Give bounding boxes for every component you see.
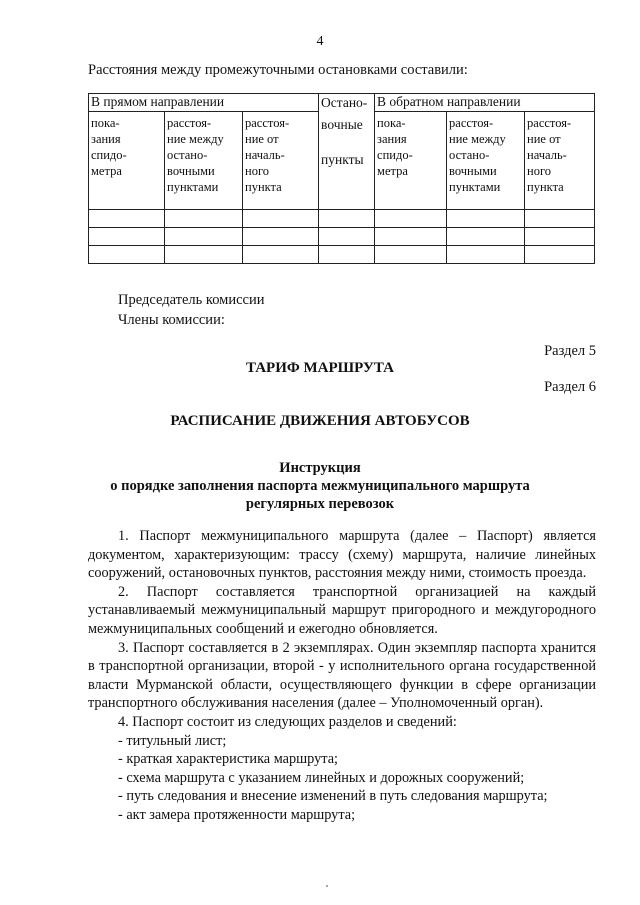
list-item: - титульный лист;	[118, 732, 227, 749]
reverse-odometer-header: пока- зания спидо- метра	[375, 112, 447, 210]
chairman-signature: Председатель комиссии	[118, 292, 265, 308]
table-cell	[243, 210, 319, 228]
list-item: - акт замера протяженности маршрута;	[118, 806, 356, 823]
forward-from-start-header: расстоя- ние от началь- ного пункта	[243, 112, 319, 210]
table-cell	[165, 210, 243, 228]
table-cell	[375, 228, 447, 246]
list-item: - схема маршрута с указанием линейных и дорожных сооружений;	[118, 769, 525, 786]
table-cell	[375, 210, 447, 228]
table-header-row	[89, 94, 595, 112]
section6-label: Раздел 6	[544, 379, 596, 395]
section6-title: РАСПИСАНИЕ ДВИЖЕНИЯ АВТОБУСОВ	[170, 413, 470, 429]
instruction-subtitle: о порядке заполнения паспорта межмуниципального маршрута	[110, 478, 530, 494]
distances-table	[88, 93, 595, 264]
paragraph-4: 4. Паспорт состоит из следующих разделов и сведений:	[118, 713, 457, 730]
stops-header	[319, 94, 375, 210]
paragraph-3: 3. Паспорт составляется в 2 экземплярах. Один экземпляр паспорта хранится в транспортной организации, второй - у исполнительного органа государственной власти Мурманской области, осуществляющего функции в сфере организации транспортного обслуживания населения (далее – Уполномоченный орган).	[88, 639, 596, 712]
forward-direction-header: В прямом направлении	[89, 94, 319, 112]
table-cell	[165, 228, 243, 246]
table-row	[89, 210, 595, 228]
table-cell	[89, 210, 165, 228]
reverse-between-stops-header: расстоя- ние между остано- вочными пунктами	[447, 112, 525, 210]
table-cell	[89, 246, 165, 264]
table-cell	[525, 246, 595, 264]
table-cell	[319, 228, 375, 246]
instruction-body	[88, 527, 596, 825]
table-cell	[447, 210, 525, 228]
table-cell	[89, 228, 165, 246]
list-item: - краткая характеристика маршрута;	[118, 751, 339, 768]
forward-between-stops-header: расстоя- ние между остано- вочными пунктами	[165, 112, 243, 210]
stops-header-line1: Остано-	[321, 95, 368, 110]
reverse-direction-header: В обратном направлении	[375, 94, 595, 112]
section5-label: Раздел 5	[544, 343, 596, 359]
page-number: 4	[316, 34, 324, 49]
members-signature: Члены комиссии:	[118, 312, 225, 328]
table-cell	[447, 228, 525, 246]
stops-header-line2: вочные	[321, 117, 363, 132]
table-cell	[525, 210, 595, 228]
forward-odometer-header: пока- зания спидо- метра	[89, 112, 165, 210]
table-cell	[243, 228, 319, 246]
scan-speck	[326, 885, 328, 887]
section5-title: ТАРИФ МАРШРУТА	[245, 360, 395, 376]
table-cell	[319, 246, 375, 264]
reverse-from-start-header: расстоя- ние от началь- ного пункта	[525, 112, 595, 210]
table-cell	[319, 210, 375, 228]
table-cell	[243, 246, 319, 264]
instruction-title: Инструкция	[279, 460, 361, 476]
list-item: - путь следования и внесение изменений в путь следования маршрута;	[118, 788, 548, 805]
table-cell	[375, 246, 447, 264]
distances-intro: Расстояния между промежуточными остановками составили:	[88, 62, 468, 78]
table-row	[89, 246, 595, 264]
instruction-subtitle-2: регулярных перевозок	[245, 496, 395, 512]
table-cell	[447, 246, 525, 264]
paragraph-2: 2. Паспорт составляется транспортной организацией на каждый устанавливаемый межмуниципальный маршрут пригородного и междугородного межмуниципальных сообщений и ежегодно обновляется.	[88, 583, 596, 637]
table-cell	[525, 228, 595, 246]
table-row	[89, 228, 595, 246]
table-cell	[165, 246, 243, 264]
paragraph-1: 1. Паспорт межмуниципального маршрута (далее – Паспорт) является документом, характеризующим: трассу (схему) маршрута, наличие линейных сооружений, остановочных пунктов, расстояния между ними, стоимость проезда.	[88, 528, 596, 582]
stops-header-line3: пункты	[321, 152, 364, 167]
